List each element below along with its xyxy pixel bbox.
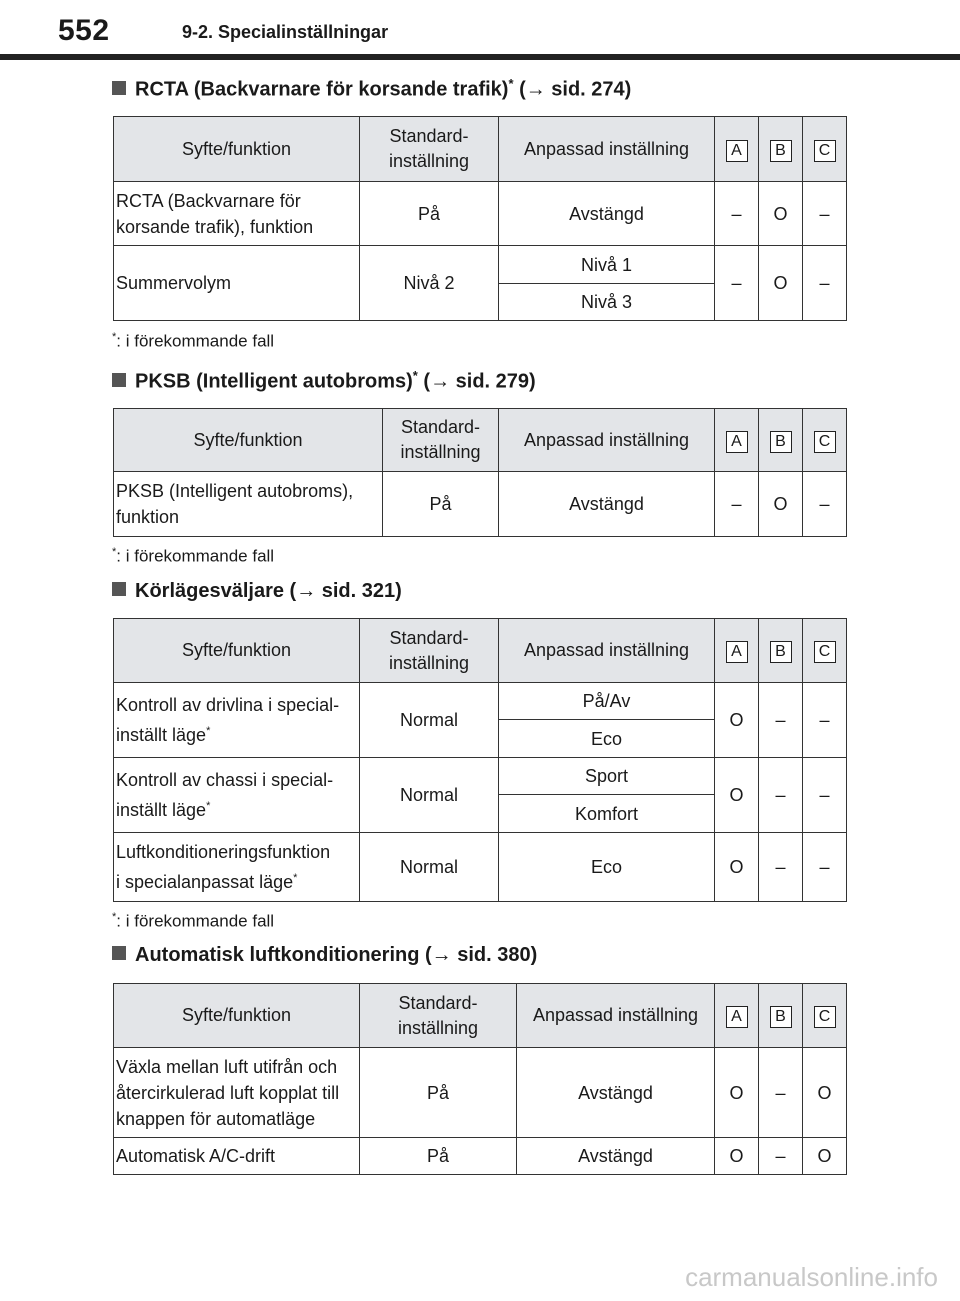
page-number: 552 bbox=[58, 14, 110, 47]
header-b: B bbox=[759, 984, 803, 1048]
cell-function: RCTA (Backvarnare för korsande trafik), funktion bbox=[114, 182, 360, 246]
cell-a: – bbox=[715, 472, 759, 537]
header-default: Standard- inställning bbox=[360, 984, 517, 1048]
cell-function: Växla mellan luft utifrån och återcirkulerad luft kopplat till knappen för automatläge bbox=[114, 1048, 360, 1138]
table-row bbox=[114, 683, 847, 720]
cell-a: O bbox=[715, 1048, 759, 1138]
bullet-square-icon bbox=[112, 946, 126, 960]
header-c: C bbox=[803, 984, 847, 1048]
watermark-text: carmanualsonline.info bbox=[685, 1262, 938, 1292]
header-function: Syfte/funktion bbox=[114, 117, 360, 182]
header-default: Standard- inställning bbox=[360, 117, 499, 182]
section-title-auto-ac: Automatisk luftkonditionering (→ sid. 380) bbox=[112, 944, 537, 967]
table-rcta bbox=[113, 116, 847, 321]
footnote: *: i förekommande fall bbox=[112, 331, 275, 351]
cell-a: O bbox=[715, 833, 759, 902]
cell-default: Normal bbox=[360, 833, 499, 902]
header-rule bbox=[0, 54, 960, 60]
header-custom: Anpassad inställning bbox=[517, 984, 715, 1048]
header-function: Syfte/funktion bbox=[114, 409, 383, 472]
header-c: C bbox=[803, 619, 847, 683]
cell-c: – bbox=[803, 182, 847, 246]
table-auto-ac bbox=[113, 983, 847, 1175]
cell-function: Automatisk A/C-drift bbox=[114, 1138, 360, 1175]
section-title-pksb: PKSB (Intelligent autobroms)* (→ sid. 279) bbox=[112, 368, 536, 394]
cell-custom: Avstängd bbox=[499, 472, 715, 537]
cell-function: PKSB (Intelligent autobroms), funktion bbox=[114, 472, 383, 537]
header-default: Standard- inställning bbox=[383, 409, 499, 472]
section-title-rcta: RCTA (Backvarnare för korsande trafik)* (→ sid. 274) bbox=[112, 76, 631, 102]
table-row bbox=[114, 1048, 847, 1138]
header-a: A bbox=[715, 619, 759, 683]
cell-function: Kontroll av chassi i special- inställt läge* bbox=[114, 758, 360, 833]
cell-function: Summervolym bbox=[114, 246, 360, 321]
table-pksb bbox=[113, 408, 847, 537]
cell-custom: Avstängd bbox=[499, 182, 715, 246]
bullet-square-icon bbox=[112, 582, 126, 596]
cell-default: Normal bbox=[360, 758, 499, 833]
cell-custom: Eco bbox=[499, 833, 715, 902]
cell-custom: Nivå 1 bbox=[499, 246, 715, 284]
cell-c: – bbox=[803, 758, 847, 833]
table-drive-mode bbox=[113, 618, 847, 902]
table-row bbox=[114, 833, 847, 902]
cell-c: O bbox=[803, 1138, 847, 1175]
cell-a: – bbox=[715, 246, 759, 321]
header-function: Syfte/funktion bbox=[114, 984, 360, 1048]
table-header-row bbox=[114, 619, 847, 683]
cell-default: På bbox=[383, 472, 499, 537]
cell-custom: Komfort bbox=[499, 795, 715, 833]
cell-a: O bbox=[715, 758, 759, 833]
header-c: C bbox=[803, 117, 847, 182]
bullet-square-icon bbox=[112, 373, 126, 387]
header-b: B bbox=[759, 117, 803, 182]
bullet-square-icon bbox=[112, 81, 126, 95]
header-custom: Anpassad inställning bbox=[499, 117, 715, 182]
table-row bbox=[114, 182, 847, 246]
header-a: A bbox=[715, 409, 759, 472]
cell-c: O bbox=[803, 1048, 847, 1138]
table-header-row bbox=[114, 117, 847, 182]
footnote: *: i förekommande fall bbox=[112, 546, 275, 566]
header-default: Standard- inställning bbox=[360, 619, 499, 683]
header-function: Syfte/funktion bbox=[114, 619, 360, 683]
section-title-drive-mode: Körlägesväljare (→ sid. 321) bbox=[112, 580, 402, 603]
cell-default: På bbox=[360, 1138, 517, 1175]
cell-a: O bbox=[715, 683, 759, 758]
header-b: B bbox=[759, 619, 803, 683]
table-row bbox=[114, 1138, 847, 1175]
table-row bbox=[114, 472, 847, 537]
cell-custom: Avstängd bbox=[517, 1048, 715, 1138]
header-custom: Anpassad inställning bbox=[499, 619, 715, 683]
cell-default: Nivå 2 bbox=[360, 246, 499, 321]
table-row bbox=[114, 246, 847, 284]
cell-b: – bbox=[759, 1138, 803, 1175]
cell-c: – bbox=[803, 833, 847, 902]
cell-function: Kontroll av drivlina i special- inställt läge* bbox=[114, 683, 360, 758]
header-c: C bbox=[803, 409, 847, 472]
header-custom: Anpassad inställning bbox=[499, 409, 715, 472]
cell-b: – bbox=[759, 758, 803, 833]
table-header-row bbox=[114, 409, 847, 472]
header-b: B bbox=[759, 409, 803, 472]
table-row bbox=[114, 758, 847, 795]
cell-c: – bbox=[803, 472, 847, 537]
cell-b: – bbox=[759, 833, 803, 902]
cell-b: – bbox=[759, 683, 803, 758]
cell-b: O bbox=[759, 472, 803, 537]
cell-custom: Eco bbox=[499, 720, 715, 758]
cell-default: Normal bbox=[360, 683, 499, 758]
cell-default: På bbox=[360, 1048, 517, 1138]
table-header-row bbox=[114, 984, 847, 1048]
cell-b: O bbox=[759, 246, 803, 321]
cell-c: – bbox=[803, 683, 847, 758]
cell-custom: Avstängd bbox=[517, 1138, 715, 1175]
cell-b: – bbox=[759, 1048, 803, 1138]
cell-custom: Sport bbox=[499, 758, 715, 795]
cell-a: – bbox=[715, 182, 759, 246]
cell-function: Luftkonditioneringsfunktion i specialanpassat läge* bbox=[114, 833, 360, 902]
header-a: A bbox=[715, 117, 759, 182]
footnote: *: i förekommande fall bbox=[112, 911, 275, 931]
header-a: A bbox=[715, 984, 759, 1048]
cell-custom: Nivå 3 bbox=[499, 284, 715, 321]
cell-custom: På/Av bbox=[499, 683, 715, 720]
cell-b: O bbox=[759, 182, 803, 246]
cell-c: – bbox=[803, 246, 847, 321]
chapter-title: 9-2. Specialinställningar bbox=[182, 22, 389, 42]
cell-default: På bbox=[360, 182, 499, 246]
page-header bbox=[0, 0, 960, 62]
cell-a: O bbox=[715, 1138, 759, 1175]
